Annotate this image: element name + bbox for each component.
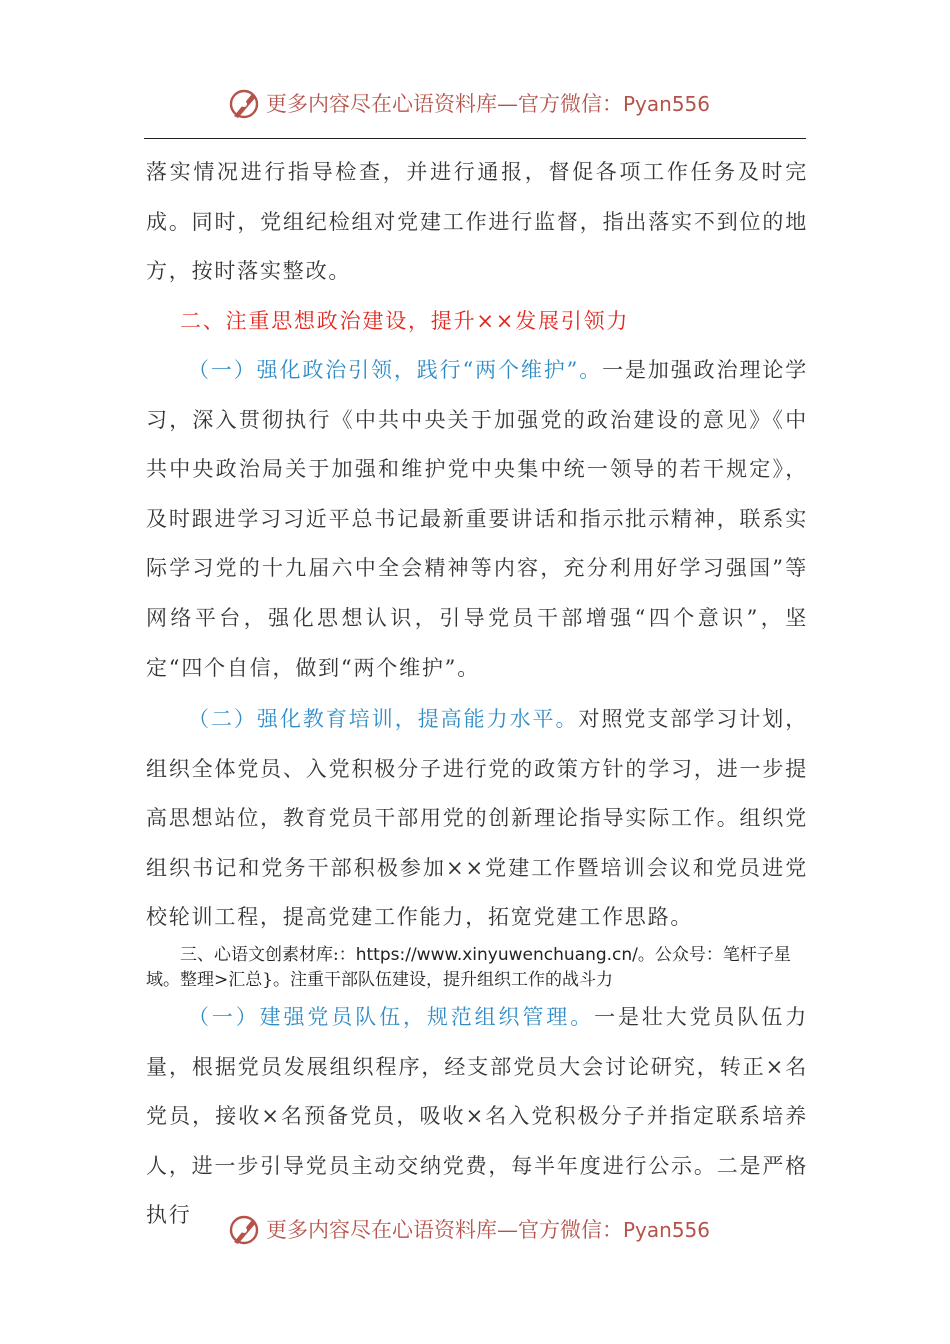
heading-3-suffix: 。公众号：笔杆子星域。整理>汇总}。注重干部队伍建设，提升组织工作的战斗力 <box>146 945 791 990</box>
header-divider <box>144 138 806 139</box>
header-banner <box>0 84 950 124</box>
heading-3-prefix: 三、心语文创素材库:： <box>180 945 356 965</box>
paragraph-section-3-1 <box>146 993 808 1241</box>
banner-label: 更多内容尽在心语资料库—官方微信： <box>266 92 623 116</box>
footer-banner <box>0 1210 950 1250</box>
paragraph-intro: 落实情况进行指导检查，并进行通报，督促各项工作任务及时完成。同时，党组纪检组对党建工作进行监督，指出落实不到位的地方，按时落实整改。 <box>146 160 808 284</box>
subheading-2-2: （二）强化教育培训，提高能力水平。 <box>188 707 579 731</box>
paragraph-section-2-2 <box>146 695 808 943</box>
paragraph-section-2-1 <box>146 346 808 693</box>
paragraph-2-1-body: 一是加强政治理论学习，深入贯彻执行《中共中央关于加强党的政治建设的意见》《中共中央政治局关于加强和维护党中央集中统一领导的若干规定》，及时跟进学习习近平总书记最新重要讲话和指示批示精神，联系实际学习党的十九届六中全会精神等内容，充分利用好学习强国”等网络平台，强化思想认识，引导党员干部增强“四个意识”，坚定“四个自信，做到“两个维护”。 <box>146 358 809 680</box>
section-heading-3 <box>146 943 808 993</box>
footer-banner-text <box>266 1216 710 1244</box>
paragraph-3-1-body: 一是壮大党员队伍力量，根据党员发展组织程序，经支部党员大会讨论研究，转正×名党员，接收×名预备党员，吸收×名入党积极分子并指定联系培养人，进一步引导党员主动交纳党费，每半年度进行公示。二是严格执行 <box>146 1005 808 1228</box>
paragraph-2-2-body: 对照党支部学习计划，组织全体党员、入党积极分子进行党的政策方针的学习，进一步提高思想站位，教育党员干部用党的创新理论指导实际工作。组织党组织书记和党务干部积极参加××党建工作暨培训会议和党员进党校轮训工程，提高党建工作能力，拓宽党建工作思路。 <box>146 707 809 930</box>
material-link[interactable]: https://www.xinyuwenchuang.cn/ <box>355 945 638 965</box>
pen-circle-logo-icon <box>226 1212 262 1248</box>
pen-circle-logo-icon <box>226 86 262 122</box>
footer-banner-label: 更多内容尽在心语资料库—官方微信： <box>266 1218 623 1242</box>
footer-banner-handle: Pyan556 <box>623 1218 711 1242</box>
banner-handle: Pyan556 <box>623 92 711 116</box>
banner-text <box>266 90 710 118</box>
subheading-2-1: （一）强化政治引领，践行“两个维护”。 <box>188 358 603 382</box>
subheading-3-1: （一）建强党员队伍，规范组织管理。 <box>188 1005 595 1029</box>
section-heading-2: 二、注重思想政治建设，提升××发展引领力 <box>180 309 630 333</box>
